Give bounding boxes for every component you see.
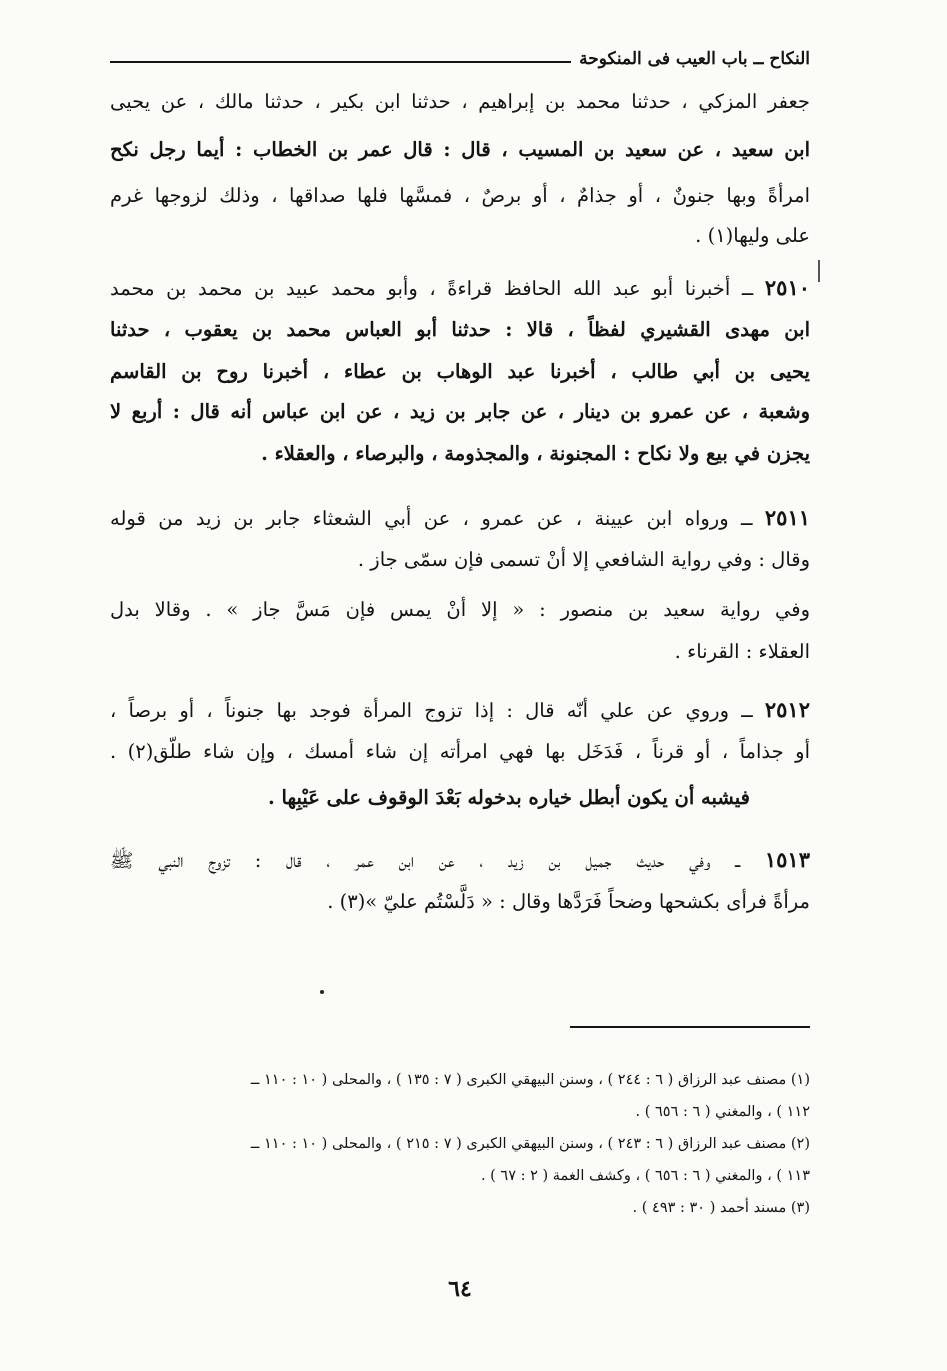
text-line: جعفر المزكي ، حدثنا محمد بن إبراهيم ، حدثنا ابن بكير ، حدثنا مالك ، عن يحيى — [110, 90, 810, 113]
hadith-number: ١٥١٣ — [764, 847, 810, 872]
text-line: وقال : وفي رواية الشافعي إلا أنْ تسمى فإن سمّى جاز . — [357, 548, 810, 571]
hadith-2512: ٢٥١٢ ــ وروي عن علي أنّه قال : إذا تزوج المرأة فوجد بها جنوناً ، أو برصاً ، — [110, 697, 810, 722]
footnote-line: (٢) مصنف عبد الرزاق ( ٦ : ٢٤٣ ) ، وسنن البيهقي الكبرى ( ٧ : ٢١٥ ) ، والمحلى ( ١٠ : ١١٠ ــ — [250, 1136, 810, 1152]
hadith-number: ٢٥١٠ — [764, 275, 811, 300]
footnote-rule — [570, 1026, 810, 1028]
margin-mark — [818, 260, 820, 282]
text-line: مرأةً فرأى بكشحها وضحاً فَرَدَّها وقال : « دَلَّسْتُم عليّ »(٣) . — [327, 890, 810, 913]
footnote-line: ١١٢ ) ، والمغني ( ٦ : ٦٥٦ ) . — [635, 1104, 810, 1120]
text-line: يحيى بن أبي طالب ، أخبرنا عبد الوهاب بن عطاء ، أخبرنا روح بن القاسم — [110, 360, 810, 383]
hadith-2511: ٢٥١١ ــ ورواه ابن عيينة ، عن عمرو ، عن أبي الشعثاء جابر بن زيد من قوله — [110, 505, 811, 530]
text-line: أو جذاماً ، أو قرناً ، فَدَخَل بها فهي امرأته إن شاء أمسك ، وإن شاء طلّق(٢) . — [110, 740, 810, 763]
hadith-number: ٢٥١١ — [764, 505, 811, 530]
text-line: يجزن في بيع ولا نكاح : المجنونة ، والمجذومة ، والبرصاء ، والعقلاء . — [261, 442, 810, 465]
text-line: وفي رواية سعيد بن منصور : « إلا أنْ يمس فإن مَسَّ جاز » . وقالا بدل — [110, 598, 810, 621]
text-line: ابن مهدى القشيري لفظاً ، قالا : حدثنا أبو العباس محمد بن يعقوب ، حدثنا — [110, 318, 810, 341]
commentary-line: فيشبه أن يكون أبطل خياره بدخوله بَعْدَ الوقوف على عَيْبِها . — [267, 786, 750, 809]
text-line: العقلاء : القرناء . — [674, 640, 810, 663]
header-title: النكاح ــ باب العيب فى المنكوحة — [579, 49, 810, 69]
page-number: ٦٤ — [448, 1276, 472, 1302]
hadith-1513: ١٥١٣ ــ وفي حديث جميل بن زيد ، عن ابن عمر ، قال : تزوج النبي ﷺ — [110, 847, 810, 872]
text-line: وشعبة ، عن عمرو بن دينار ، عن جابر بن زيد ، عن ابن عباس أنه قال : أربع لا — [110, 400, 810, 423]
text-line: ابن سعيد ، عن سعيد بن المسيب ، قال : قال عمر بن الخطاب : أيما رجل نكح — [110, 138, 810, 161]
footnote-line: (٣) مسند أحمد ( ٣٠ : ٤٩٣ ) . — [632, 1200, 810, 1216]
footnote-line: (١) مصنف عبد الرزاق ( ٦ : ٢٤٤ ) ، وسنن البيهقي الكبرى ( ٧ : ١٣٥ ) ، والمحلى ( ١٠ : ١١٠ ــ — [250, 1072, 810, 1088]
text-line: على وليها(١) . — [695, 224, 810, 247]
book-page — [110, 40, 810, 1340]
hadith-number: ٢٥١٢ — [764, 697, 810, 722]
hadith-2510: ٢٥١٠ ــ أخبرنا أبو عبد الله الحافظ قراءةً ، وأبو محمد عبيد بن محمد بن محمد — [110, 275, 811, 300]
footnote-line: ١١٣ ) ، والمغني ( ٦ : ٦٥٦ ) ، وكشف الغمة ( ٢ : ٦٧ ) . — [480, 1168, 810, 1184]
speck — [320, 990, 324, 994]
running-header — [110, 44, 810, 74]
text-line: امرأةً وبها جنونٌ ، أو جذامٌ ، أو برصٌ ، فمسَّها فلها صداقها ، وذلك لزوجها غرم — [110, 184, 810, 207]
header-rule — [110, 61, 571, 63]
